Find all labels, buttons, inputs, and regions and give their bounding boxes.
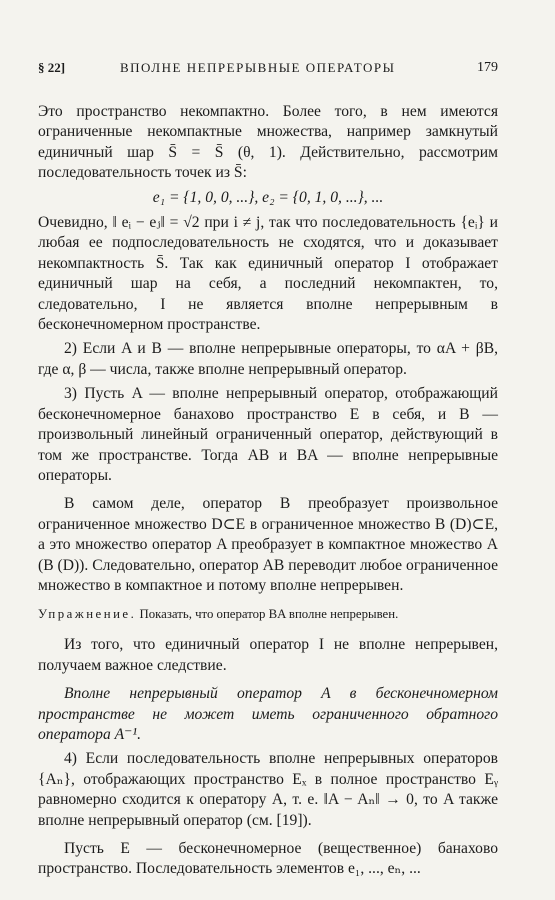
exercise-text: Показать, что оператор BA вполне непрерывен. [139,607,399,622]
exercise-label: Упражнение. [38,607,137,622]
running-title: ВПОЛНЕ НЕПРЕРЫВНЫЕ ОПЕРАТОРЫ [120,60,396,75]
paragraph-noncompact-space: Это пространство некомпактно. Более того, в нем имеются ограниченные некомпактные множества, например замкнутый единичный шар S̄ = S̄ (θ, 1). Действительно, рассмотрим последовательность точек из S̄: [38,103,498,182]
paragraph-property-2: 2) Если A и B — вполне непрерывные операторы, то αA + βB, где α, β — числа, также вполне непрерывный оператор. [38,340,498,378]
corollary-statement: Вполне непрерывный оператор A в бесконечномерном пространстве не может иметь ограниченного обратного оператора A⁻¹. [38,685,498,743]
paragraph-identity-operator: Очевидно, ‖ eᵢ − eⱼ‖ = √2 при i ≠ j, так что последовательность {eᵢ} и любая ее подпоследовательность не сходятся, что и доказывает некомпактность S̄. Так как единичный оператор I отображает единичный шар на себя, а последний некомпактен, то, следовательно, I не является вполне непрерывным в бесконечномерном пространстве. [38,214,498,334]
paragraph-corollary-intro: Из того, что единичный оператор I не вполне непрерывен, получаем важное следствие. [38,636,498,674]
paragraph-banach-space: Пусть E — бесконечномерное (вещественное) банахово пространство. Последовательность элементов e₁, ..., eₙ, ... [38,840,498,878]
sequence-formula: e₁ = {1, 0, 0, ...}, e₂ = {0, 1, 0, ...}, ... [152,188,384,206]
page-body [38,102,498,880]
paragraph-property-3: 3) Пусть A — вполне непрерывный оператор, отображающий бесконечномерное банахово пространство E в себя, и B — произвольный линейный ограниченный оператор, действующий в том же пространстве. Тогда AB и BA — вполне непрерывные операторы. [38,385,498,484]
exercise [38,606,498,623]
page-number: 179 [477,60,498,75]
running-header [38,60,498,80]
paragraph-property-4: 4) Если последовательность вполне непрерывных операторов {Aₙ}, отображающих пространство Eₓ в полное пространство Eᵧ равномерно сходится к оператору A, т. е. ‖A − Aₙ‖ → 0, то A также вполне непрерывный оператор (см. [19]). [38,750,498,829]
paragraph-proof: В самом деле, оператор B преобразует произвольное ограниченное множество D⊂E в ограниченное множество B (D)⊂E, а это множество оператор A преобразует в компактное множество A (B (D)). Следовательно, оператор AB переводит любое ограниченное множество в компактное и потому вполне непрерывен. [38,495,498,594]
section-number: § 22] [38,60,66,75]
